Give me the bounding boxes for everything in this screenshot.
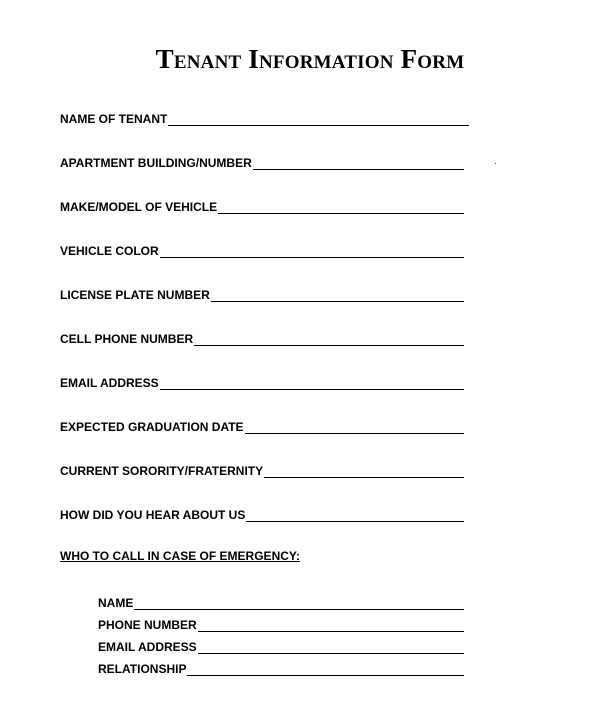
field-cell-phone-number: [60, 328, 464, 346]
field-current-sorority-fraternity: [60, 460, 464, 478]
fill-in-line[interactable]: [211, 289, 464, 302]
field-label: NAME OF TENANT: [60, 112, 168, 126]
field-how-did-you-hear-about-us: [60, 504, 464, 522]
stray-mark: [495, 163, 496, 164]
field-label: EXPECTED GRADUATION DATE: [60, 420, 244, 434]
field-label: HOW DID YOU HEAR ABOUT US: [60, 508, 246, 522]
fill-in-line[interactable]: [168, 113, 469, 126]
fill-in-line[interactable]: [134, 597, 464, 610]
form-title: Tenant Information Form: [155, 44, 465, 74]
fill-in-line[interactable]: [198, 641, 464, 654]
field-make-model-of-vehicle: [60, 196, 464, 214]
fill-in-line[interactable]: [253, 157, 464, 170]
field-label: RELATIONSHIP: [98, 662, 187, 676]
field-label: MAKE/MODEL OF VEHICLE: [60, 200, 218, 214]
field-label: CELL PHONE NUMBER: [60, 332, 194, 346]
field-label: EMAIL ADDRESS: [98, 640, 197, 654]
field-label: NAME: [98, 596, 134, 610]
fill-in-line[interactable]: [187, 663, 464, 676]
fill-in-line[interactable]: [218, 201, 464, 214]
field-label: CURRENT SORORITY/FRATERNITY: [60, 464, 264, 478]
field-name-of-tenant: [60, 108, 469, 126]
field-label: PHONE NUMBER: [98, 618, 197, 632]
fill-in-line[interactable]: [160, 377, 464, 390]
field-apartment-building-number: [60, 152, 464, 170]
field-emergency-email-address: [98, 636, 464, 654]
field-label: VEHICLE COLOR: [60, 244, 159, 258]
fill-in-line[interactable]: [198, 619, 464, 632]
fill-in-line[interactable]: [264, 465, 464, 478]
fill-in-line[interactable]: [194, 333, 464, 346]
field-emergency-phone-number: [98, 614, 464, 632]
fill-in-line[interactable]: [160, 245, 464, 258]
field-license-plate-number: [60, 284, 464, 302]
field-email-address: [60, 372, 464, 390]
emergency-heading: WHO TO CALL IN CASE OF EMERGENCY:: [60, 549, 301, 563]
field-expected-graduation-date: [60, 416, 464, 434]
fill-in-line[interactable]: [246, 509, 464, 522]
field-emergency-name: [98, 592, 464, 610]
field-label: EMAIL ADDRESS: [60, 376, 159, 390]
field-vehicle-color: [60, 240, 464, 258]
field-label: LICENSE PLATE NUMBER: [60, 288, 210, 302]
field-label: APARTMENT BUILDING/NUMBER: [60, 156, 252, 170]
field-emergency-relationship: [98, 658, 464, 676]
fill-in-line[interactable]: [245, 421, 464, 434]
